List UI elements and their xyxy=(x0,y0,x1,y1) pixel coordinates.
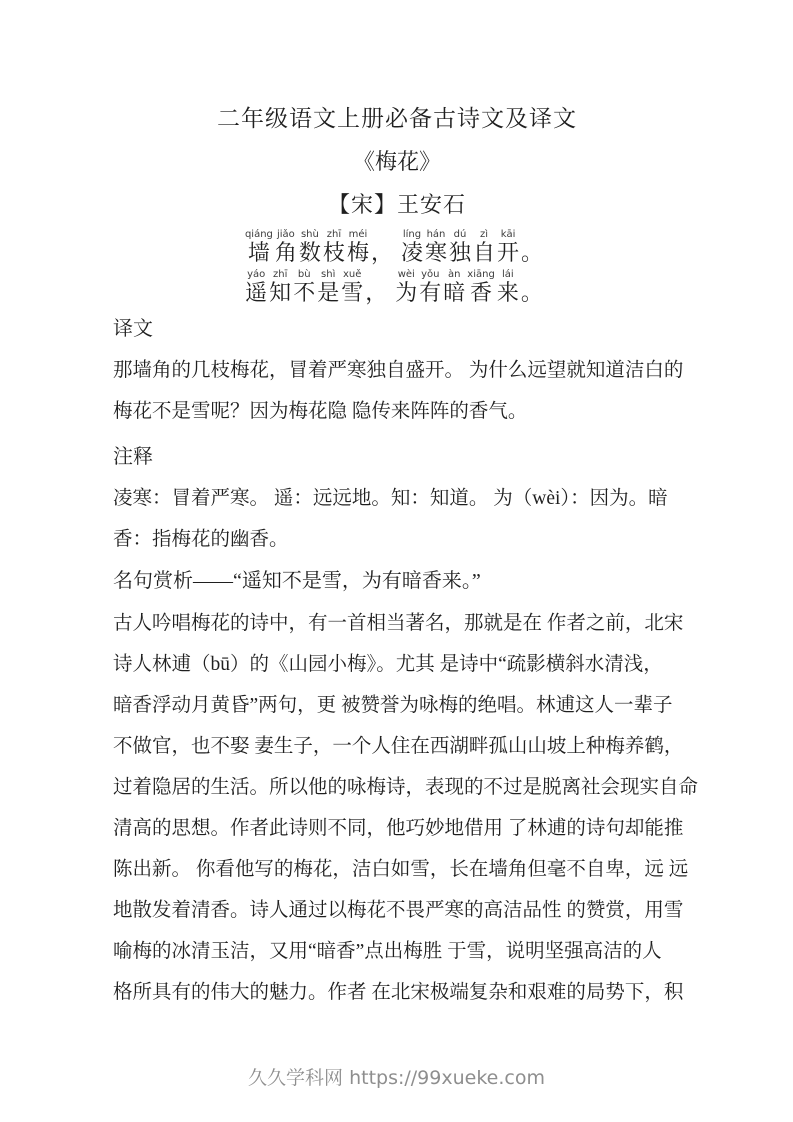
analysis-line: 地散发着清香。诗人通过以梅花不畏严寒的高洁品性 的赞赏，用雪 xyxy=(113,900,684,921)
analysis-line: 诗人林逋（bū）的《山园小梅》。尤其 是诗中“疏影横斜水清浅， xyxy=(113,654,663,675)
poem-line: 墙qiáng角jiǎo数shù枝zhī梅méi， 凌líng寒hán独dú自zì开kāi。 xyxy=(244,229,544,265)
translation-line: 那墙角的几枝梅花，冒着严寒独自盛开。 为什么远望就知道洁白的 xyxy=(113,360,684,381)
analysis-body xyxy=(113,603,699,1013)
poem-line: 遥yáo知zhī不bù是shì雪xuě， 为wèi有yǒu暗àn香xiāng来lái。 xyxy=(245,269,543,305)
notes-line: 凌寒：冒着严寒。 遥：远远地。知：知道。 为（wèi）：因为。暗 xyxy=(113,488,668,509)
footer-watermark: 久久学科网 https://99xueke.com xyxy=(248,1067,545,1089)
analysis-line: 清高的思想。作者此诗则不同，他巧妙地借用 了林逋的诗句却能推 xyxy=(113,818,684,839)
analysis-line: 暗香浮动月黄昏”两句，更 被赞誉为咏梅的绝唱。林逋这人一辈子 xyxy=(113,695,673,716)
translation-line: 梅花不是雪呢？因为梅花隐 隐传来阵阵的香气。 xyxy=(113,401,528,422)
analysis-heading: 名句赏析——“遥知不是雪，为有暗香来。” xyxy=(113,570,481,592)
notes-label: 注释 xyxy=(113,446,153,468)
poem-title: 《梅花》 xyxy=(352,149,441,174)
analysis-line: 格所具有的伟大的魅力。作者 在北宋极端复杂和艰难的局势下，积 xyxy=(113,982,684,1003)
translation-label: 译文 xyxy=(113,318,153,340)
poem-author: 【宋】王安石 xyxy=(327,192,466,217)
poem-body xyxy=(113,229,681,304)
analysis-line: 古人吟唱梅花的诗中，有一首相当著名，那就是在 作者之前，北宋 xyxy=(113,613,684,634)
analysis-line: 不做官，也不娶 妻生子，一个人住在西湖畔孤山山坡上种梅养鹤， xyxy=(113,736,684,757)
analysis-line: 喻梅的冰清玉洁，又用“暗香”点出梅胜 于雪，说明坚强高洁的人 xyxy=(113,941,662,962)
notes-line: 香：指梅花的幽香。 xyxy=(113,529,289,550)
document-title: 二年级语文上册必备古诗文及译文 xyxy=(217,106,577,131)
analysis-line: 陈出新。 你看他写的梅花，洁白如雪，长在墙角但毫不自卑，远 远 xyxy=(113,859,689,880)
analysis-line: 过着隐居的生活。所以他的咏梅诗，表现的不过是脱离社会现实自命 xyxy=(113,777,699,798)
